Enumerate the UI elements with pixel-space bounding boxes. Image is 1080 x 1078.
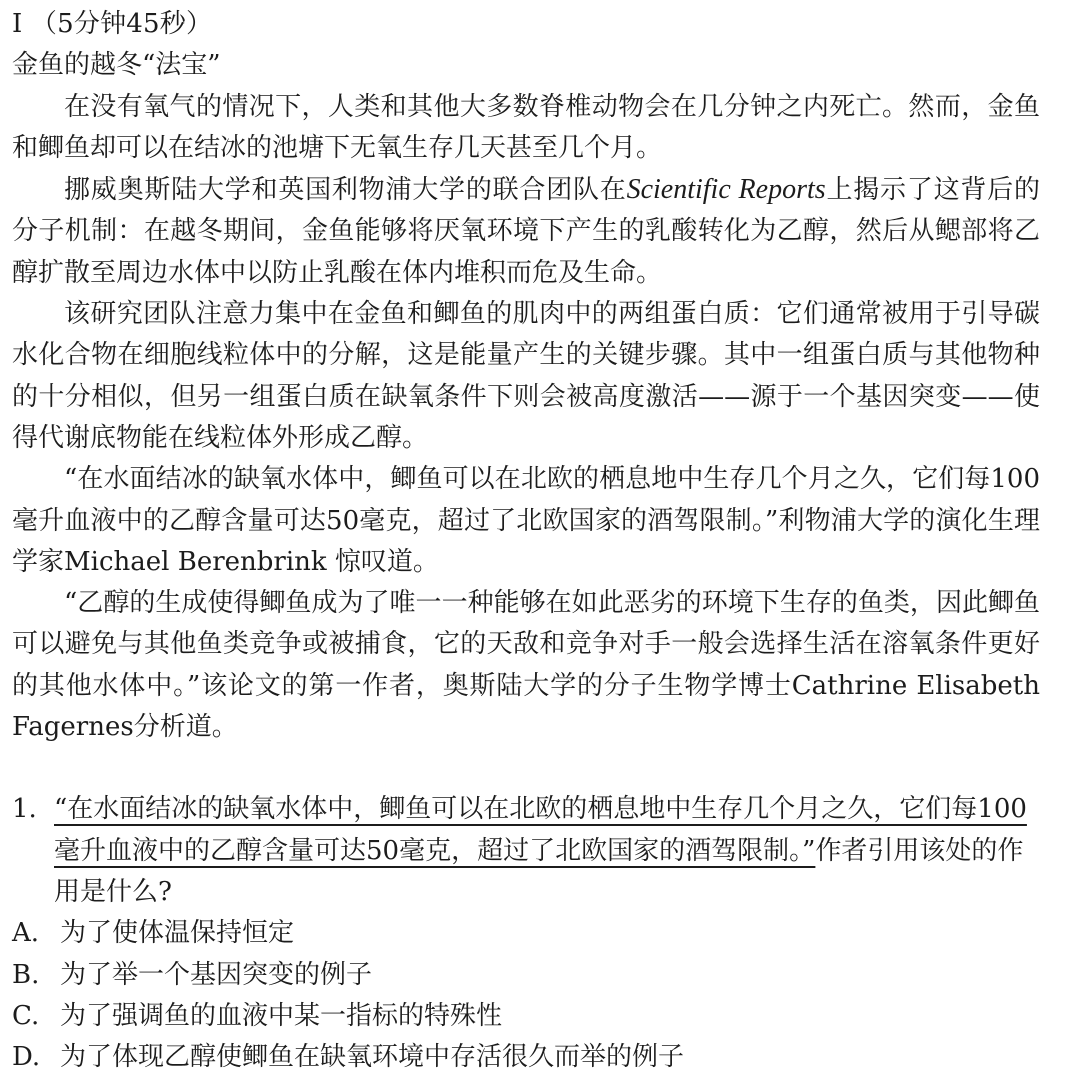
option-c[interactable] bbox=[12, 996, 1040, 1037]
question-stem: 作者引用该处的作用是什么? bbox=[54, 835, 1024, 907]
option-text: 为了使体温保持恒定 bbox=[60, 918, 295, 949]
option-text: 为了举一个基因突变的例子 bbox=[60, 959, 373, 990]
option-letter: D. bbox=[12, 1042, 41, 1073]
journal-name: Scientific Reports bbox=[626, 174, 826, 206]
question-number: 1. bbox=[12, 794, 37, 825]
article-paragraph-2 bbox=[12, 169, 1040, 294]
option-a[interactable] bbox=[12, 913, 1040, 954]
article-paragraph-5: “乙醇的生成使得鲫鱼成为了唯一一种能够在如此恶劣的环境下生存的鱼类，因此鲫鱼可以避免与其他鱼类竞争或被捕食，它的天敌和竞争对手一般会选择生活在溶氧条件更好的其他水体中。”该论文的第一作者，奥斯陆大学的分子生物学博士Cathrine Elisabeth Fagernes分析道。 bbox=[12, 588, 1040, 743]
option-d[interactable] bbox=[12, 1037, 1040, 1078]
option-text: 为了体现乙醇使鲫鱼在缺氧环境中存活很久而举的例子 bbox=[60, 1042, 685, 1073]
article-paragraph-4: “在水面结冰的缺氧水体中，鲫鱼可以在北欧的栖息地中生存几个月之久，它们每100毫升血液中的乙醇含量可达50毫克，超过了北欧国家的酒驾限制。”利物浦大学的演化生理学家Michael Berenbrink 惊叹道。 bbox=[12, 464, 1040, 577]
option-letter: A. bbox=[12, 918, 40, 949]
option-text: 为了强调鱼的血液中某一指标的特殊性 bbox=[60, 1000, 503, 1031]
spacer bbox=[12, 748, 1040, 789]
article-paragraph-1: 在没有氧气的情况下，人类和其他大多数脊椎动物会在几分钟之内死亡。然而，金鱼和鲫鱼却可以在结冰的池塘下无氧生存几天甚至几个月。 bbox=[12, 91, 1040, 163]
option-letter: B. bbox=[12, 959, 40, 990]
question-quote: “在水面结冰的缺氧水体中，鲫鱼可以在北欧的栖息地中生存几个月之久，它们每100毫升血液中的乙醇含量可达50毫克，超过了北欧国家的酒驾限制。” bbox=[54, 794, 1027, 866]
p2-text-before: 挪威奥斯陆大学和英国利物浦大学的联合团队在 bbox=[64, 175, 627, 206]
option-b[interactable] bbox=[12, 955, 1040, 996]
question-1 bbox=[12, 789, 1040, 913]
option-letter: C. bbox=[12, 1000, 40, 1031]
p2-text-after: 上揭示了这背后的分子机制：在越冬期间，金鱼能够将厌氧环境下产生的乳酸转化为乙醇，然后从鳃部将乙醇扩散至周边水体中以防止乳酸在体内堆积而危及生命。 bbox=[12, 175, 1040, 288]
article-paragraph-3: 该研究团队注意力集中在金鱼和鲫鱼的肌肉中的两组蛋白质：它们通常被用于引导碳水化合物在细胞线粒体中的分解，这是能量产生的关键步骤。其中一组蛋白质与其他物种的十分相似，但另一组蛋白质在缺氧条件下则会被高度激活——源于一个基因突变——使得代谢底物能在线粒体外形成乙醇。 bbox=[12, 299, 1040, 453]
section-timer: I （5分钟45秒） bbox=[12, 9, 213, 39]
article-title: 金鱼的越冬“法宝” bbox=[12, 50, 221, 81]
